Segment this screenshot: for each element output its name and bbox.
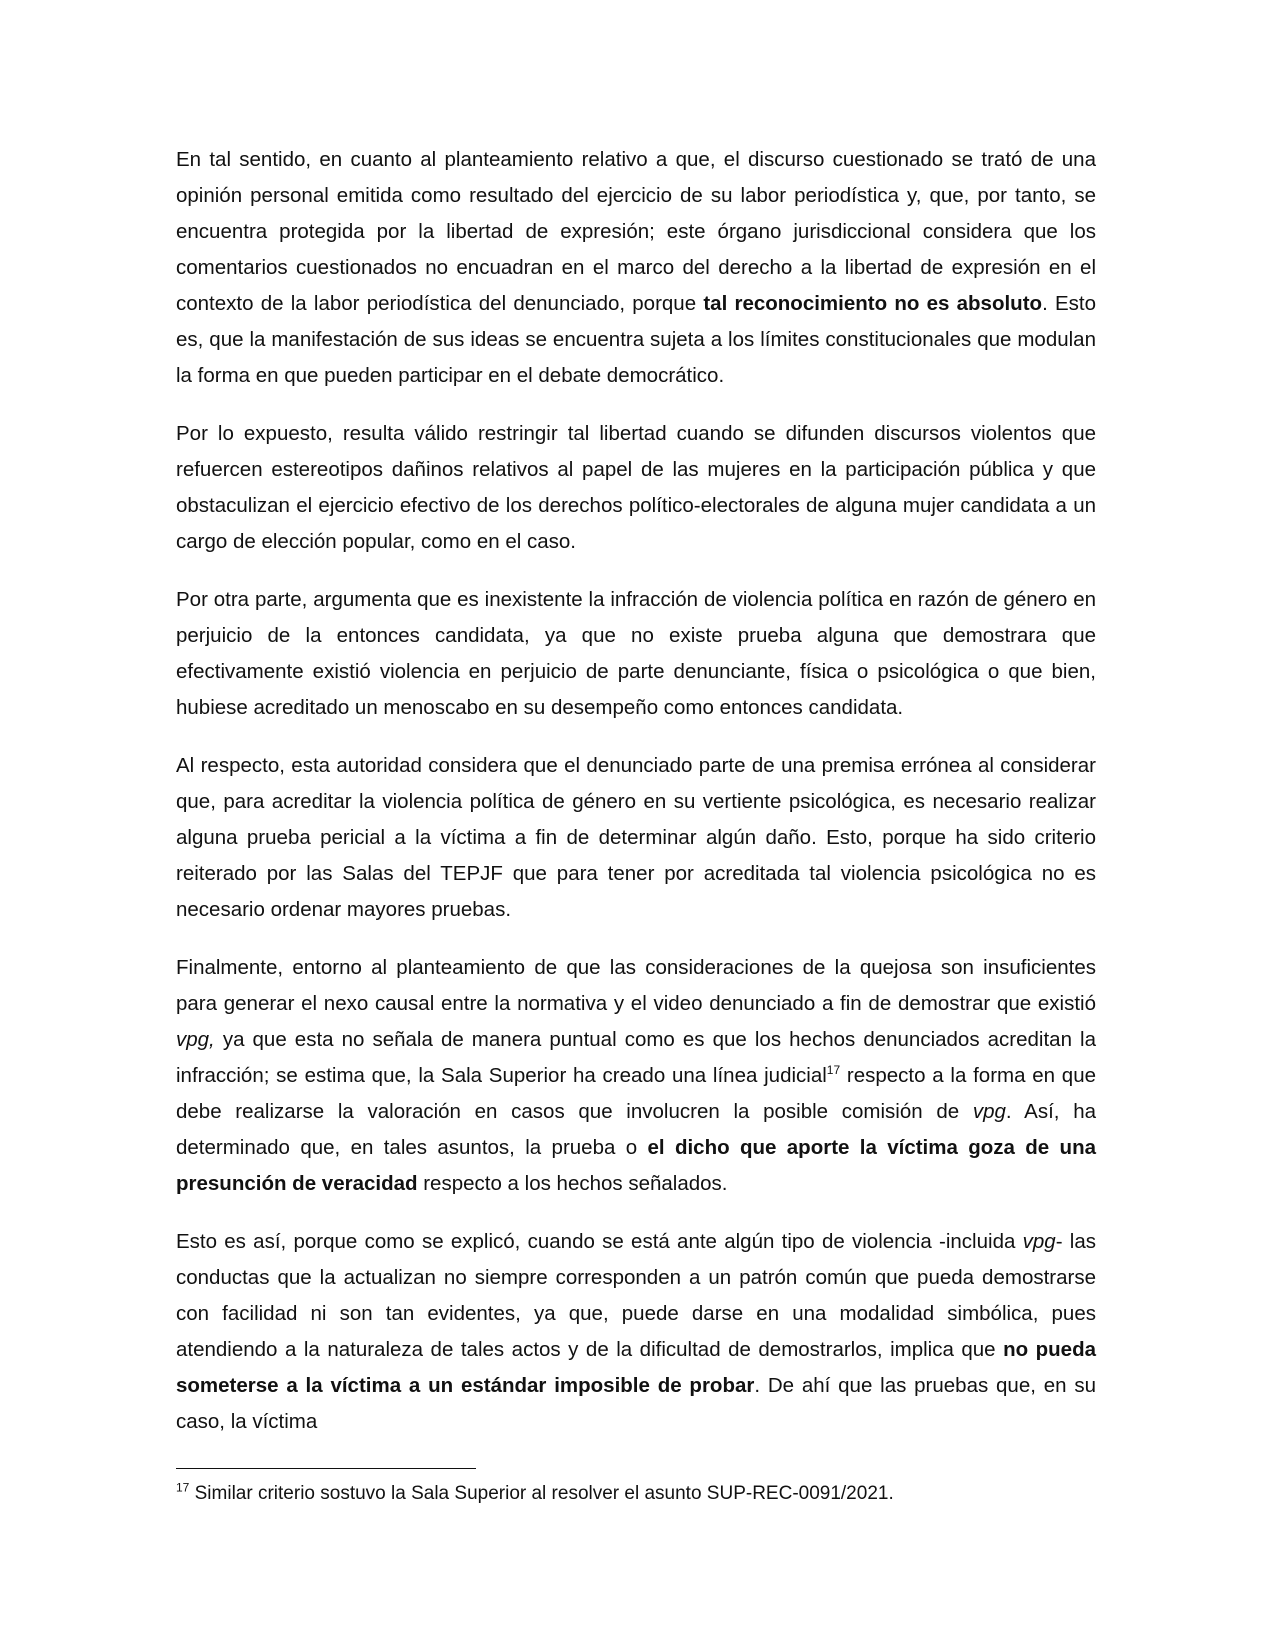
text-run: respecto a la forma en que debe realizarse la valoración en casos que involucren la posible comisión de (176, 1064, 1096, 1123)
text-run: respecto a los hechos señalados. (417, 1172, 728, 1195)
bold-text: el dicho que aporte la víctima goza de una presunción de veracidad (176, 1136, 1097, 1195)
italic-text: vpg (972, 1100, 1006, 1123)
text-run: - las conductas que la actualizan no siempre corresponden a un patrón común que pueda demostrarse con facilidad ni son tan evidentes, ya que, puede darse en una modalidad simbólica, pues atendiendo a la naturaleza de tales actos y de la dificultad de demostrarlos, implica que (176, 1230, 1096, 1361)
body-text (176, 142, 1096, 1462)
footnote-separator (176, 1468, 476, 1469)
paragraph (176, 748, 1096, 928)
bold-text: no pueda someterse a la víctima a un estándar imposible de probar (176, 1338, 1097, 1397)
italic-text: vpg (1022, 1230, 1056, 1253)
text-run: En tal sentido, en cuanto al planteamiento relativo a que, el discurso cuestionado se trató de una opinión personal emitida como resultado del ejercicio de su labor periodística y, que, por tanto, se encuentra protegida por la libertad de expresión; este órgano jurisdiccional considera que los comentarios cuestionados no encuadran en el marco del derecho a la libertad de expresión en el contexto de la labor periodística del denunciado, porque (176, 148, 1096, 315)
paragraph (176, 950, 1096, 1202)
paragraph (176, 416, 1096, 560)
paragraph (176, 142, 1096, 394)
text-run: Finalmente, entorno al planteamiento de que las consideraciones de la quejosa son insuficientes para generar el nexo causal entre la normativa y el video denunciado a fin de demostrar que existió (176, 956, 1096, 1015)
footnote (176, 1480, 1096, 1508)
text-run: . De ahí que las pruebas que, en su caso, la víctima (176, 1374, 1096, 1433)
text-run: . Esto es, que la manifestación de sus ideas se encuentra sujeta a los límites constitucionales que modulan la forma en que pueden participar en el debate democrático. (176, 292, 1096, 387)
paragraph (176, 582, 1096, 726)
text-run: Al respecto, esta autoridad considera que el denunciado parte de una premisa errónea al considerar que, para acreditar la violencia política de género en su vertiente psicológica, es necesario realizar alguna prueba pericial a la víctima a fin de determinar algún daño. Esto, porque ha sido criterio reiterado por las Salas del TEPJF que para tener por acreditada tal violencia psicológica no es necesario ordenar mayores pruebas. (176, 754, 1096, 921)
paragraph (176, 1224, 1096, 1440)
footnote-text: Similar criterio sostuvo la Sala Superior al resolver el asunto SUP-REC-0091/2021. (189, 1483, 894, 1504)
italic-text: vpg, (176, 1028, 215, 1051)
footnote-ref: 17 (826, 1063, 841, 1078)
text-run: Por otra parte, argumenta que es inexistente la infracción de violencia política en razón de género en perjuicio de la entonces candidata, ya que no existe prueba alguna que demostrara que efectivamente existió violencia en perjuicio de parte denunciante, física o psicológica o que bien, hubiese acreditado un menoscabo en su desempeño como entonces candidata. (176, 588, 1096, 719)
text-run: Por lo expuesto, resulta válido restringir tal libertad cuando se difunden discursos violentos que refuercen estereotipos dañinos relativos al papel de las mujeres en la participación pública y que obstaculizan el ejercicio efectivo de los derechos político-electorales de alguna mujer candidata a un cargo de elección popular, como en el caso. (176, 422, 1096, 553)
text-run: Esto es así, porque como se explicó, cuando se está ante algún tipo de violencia -incluida (176, 1230, 1023, 1253)
bold-text: tal reconocimiento no es absoluto (703, 292, 1043, 315)
text-run: ya que esta no señala de manera puntual como es que los hechos denunciados acreditan la infracción; se estima que, la Sala Superior ha creado una línea judicial (176, 1028, 1096, 1087)
footnote-number: 17 (176, 1480, 190, 1495)
text-run: . Así, ha determinado que, en tales asuntos, la prueba o (176, 1100, 1096, 1159)
